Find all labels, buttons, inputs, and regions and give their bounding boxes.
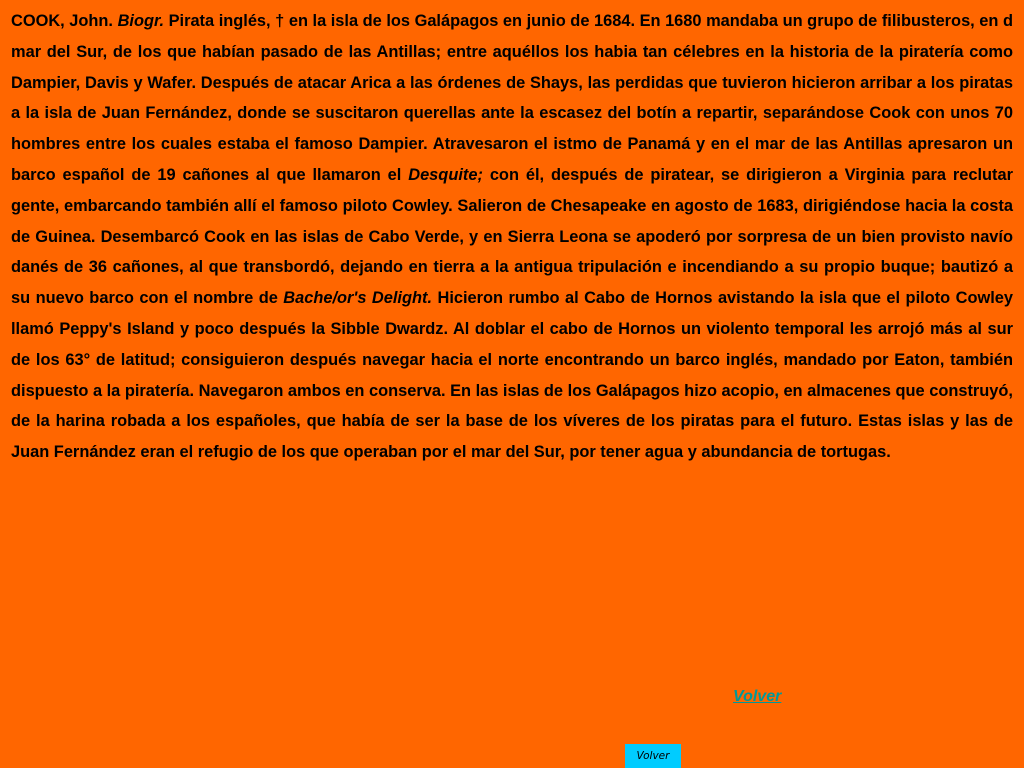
- article-text-part-1: Pirata inglés, † en la isla de los Galápagos en junio de 1684. En 1680 mandaba un grupo de filibusteros, en d mar del Sur, de los que habían pasado de las Antillas; entre aquéllos los habia tan célebres en la historia de la piratería como Dampier, Davis y Wafer. Después de atacar Arica a las órdenes de Shays, las perdidas que tuvieron hicieron arribar a los piratas a la isla de Juan Fernández, donde se suscitaron querellas ante la escasez del botín a repartir, separándose Cook con unos 70 hombres entre los cuales estaba el famoso Dampier. Atravesaron el istmo de Panamá y en el mar de las Antillas apresaron un barco español de 19 cañones al que llamaron el: [11, 12, 1013, 184]
- entry-abbreviation: Biogr.: [117, 12, 165, 30]
- article-text-part-3: Hicieron rumbo al Cabo de Hornos avistando la isla que el piloto Cowley llamó Peppy's Island y poco después la Sibble Dwardz. Al doblar el cabo de Hornos un violento temporal les arrojó más al sur de los 63° de latitud; consiguieron después navegar hacia el norte encontrando un barco inglés, mandado por Eaton, también dispuesto a la piratería. Navegaron ambos en conserva. En las islas de los Galápagos hizo acopio, en almacenes que construyó, de la harina robada a los españoles, que había de ser la base de los víveres de los piratas para el futuro. Estas islas y las de Juan Fernández eran el refugio de los que operaban por el mar del Sur, por tener agua y abundancia de tortugas.: [11, 289, 1014, 462]
- article-body: [11, 6, 1013, 468]
- volver-button[interactable]: Volver: [625, 744, 681, 768]
- volver-link[interactable]: Volver: [733, 688, 782, 705]
- article-text-part-2: con él, después de piratear, se dirigieron a Virginia para reclutar gente, embarcando también allí el famoso piloto Cowley. Salieron de Chesapeake en agosto de 1683, dirigiéndose hacia la costa de Guinea. Desembarcó Cook en las islas de Cabo Verde, y en Sierra Leona se apoderó por sorpresa de un bien provisto navío danés de 36 cañones, al que transbordó, dejando en tierra a la antigua tripulación e incendiando a su propio buque; bautizó a su nuevo barco con el nombre de: [11, 165, 1013, 308]
- ship-name-bachelors-delight: Bache/or's Delight.: [283, 289, 433, 308]
- ship-name-desquite: Desquite;: [408, 165, 483, 184]
- entry-headword: COOK, John.: [11, 12, 113, 30]
